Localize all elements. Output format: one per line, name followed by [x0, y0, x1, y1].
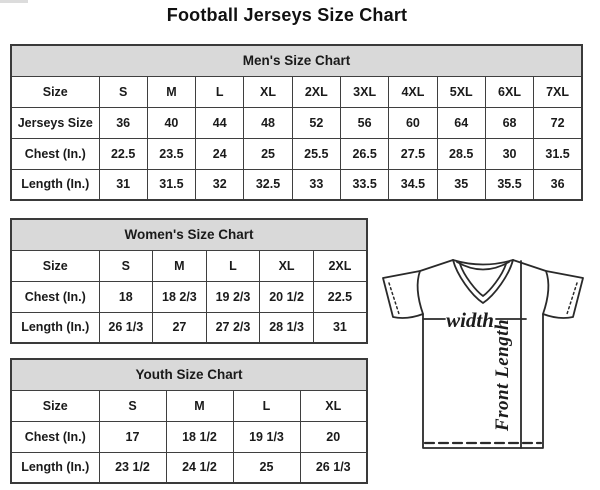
value-cell: 25.5 [292, 138, 340, 169]
value-cell: 60 [389, 107, 437, 138]
value-cell: 33.5 [340, 169, 388, 200]
value-cell: 3XL [340, 76, 388, 107]
value-cell: XL [244, 76, 292, 107]
value-cell: 4XL [389, 76, 437, 107]
value-cell: 30 [485, 138, 533, 169]
value-cell: 25 [233, 452, 300, 483]
value-cell: 31 [99, 169, 147, 200]
value-cell: M [153, 250, 207, 281]
value-cell: 33 [292, 169, 340, 200]
value-cell: 28 1/3 [260, 312, 314, 343]
value-cell: 24 1/2 [166, 452, 233, 483]
value-cell: 20 1/2 [260, 281, 314, 312]
value-cell: 2XL [313, 250, 367, 281]
front-length-label: Front Length [492, 318, 513, 432]
value-cell: 26 1/3 [300, 452, 367, 483]
value-cell: S [99, 250, 153, 281]
value-cell: M [147, 76, 195, 107]
value-cell: 25 [244, 138, 292, 169]
value-cell: 24 [196, 138, 244, 169]
value-cell: 26.5 [340, 138, 388, 169]
row-label-cell: Size [11, 76, 99, 107]
jersey-illustration [375, 250, 589, 452]
value-cell: 20 [300, 421, 367, 452]
value-cell: L [233, 390, 300, 421]
width-label: width [446, 308, 494, 332]
value-cell: 32.5 [244, 169, 292, 200]
value-cell: XL [300, 390, 367, 421]
length-row [11, 312, 367, 343]
value-cell: 5XL [437, 76, 485, 107]
length-row [11, 452, 367, 483]
value-cell: 35 [437, 169, 485, 200]
value-cell: 36 [534, 169, 582, 200]
row-label-cell: Chest (In.) [11, 421, 99, 452]
value-cell: 22.5 [313, 281, 367, 312]
row-label-cell: Chest (In.) [11, 281, 99, 312]
row-label-cell: Jerseys Size [11, 107, 99, 138]
value-cell: 6XL [485, 76, 533, 107]
scan-artifact [0, 0, 28, 3]
value-cell: 7XL [534, 76, 582, 107]
value-cell: 2XL [292, 76, 340, 107]
value-cell: 26 1/3 [99, 312, 153, 343]
value-cell: 19 1/3 [233, 421, 300, 452]
value-cell: L [206, 250, 260, 281]
value-cell: 18 1/2 [166, 421, 233, 452]
table-header-row [11, 219, 367, 250]
jersey-measurement-diagram [375, 250, 589, 452]
value-cell: 36 [99, 107, 147, 138]
mens-size-table [10, 44, 583, 201]
table-header-row [11, 359, 367, 390]
womens-size-table [10, 218, 368, 344]
size-row [11, 250, 367, 281]
right-sleeve-seam [543, 271, 548, 314]
row-label-cell: Size [11, 390, 99, 421]
value-cell: 31.5 [147, 169, 195, 200]
left-sleeve-seam [418, 271, 423, 314]
row-label-cell: Size [11, 250, 99, 281]
value-cell: 27 2/3 [206, 312, 260, 343]
chest-row [11, 421, 367, 452]
chest-row [11, 281, 367, 312]
value-cell: 44 [196, 107, 244, 138]
value-cell: 64 [437, 107, 485, 138]
value-cell: 17 [99, 421, 166, 452]
womens-table-title: Women's Size Chart [11, 219, 367, 250]
length-row [11, 169, 582, 200]
chest-row [11, 138, 582, 169]
value-cell: 22.5 [99, 138, 147, 169]
page-title: Football Jerseys Size Chart [166, 5, 408, 25]
value-cell: 23 1/2 [99, 452, 166, 483]
value-cell: 18 2/3 [153, 281, 207, 312]
value-cell: 48 [244, 107, 292, 138]
youth-size-table [10, 358, 368, 484]
value-cell: 56 [340, 107, 388, 138]
value-cell: 31 [313, 312, 367, 343]
jersey-outline [383, 260, 583, 448]
value-cell: 23.5 [147, 138, 195, 169]
value-cell: 19 2/3 [206, 281, 260, 312]
row-label-cell: Length (In.) [11, 169, 99, 200]
size-row [11, 76, 582, 107]
value-cell: 34.5 [389, 169, 437, 200]
value-cell: 27.5 [389, 138, 437, 169]
value-cell: 68 [485, 107, 533, 138]
jerseys-size-row [11, 107, 582, 138]
value-cell: L [196, 76, 244, 107]
value-cell: 28.5 [437, 138, 485, 169]
value-cell: M [166, 390, 233, 421]
mens-table-title: Men's Size Chart [11, 45, 582, 76]
value-cell: 18 [99, 281, 153, 312]
row-label-cell: Chest (In.) [11, 138, 99, 169]
value-cell: 31.5 [534, 138, 582, 169]
size-row [11, 390, 367, 421]
youth-table-title: Youth Size Chart [11, 359, 367, 390]
value-cell: S [99, 76, 147, 107]
value-cell: 27 [153, 312, 207, 343]
value-cell: 52 [292, 107, 340, 138]
value-cell: 35.5 [485, 169, 533, 200]
table-header-row [11, 45, 582, 76]
value-cell: 32 [196, 169, 244, 200]
value-cell: XL [260, 250, 314, 281]
row-label-cell: Length (In.) [11, 452, 99, 483]
value-cell: S [99, 390, 166, 421]
row-label-cell: Length (In.) [11, 312, 99, 343]
value-cell: 40 [147, 107, 195, 138]
value-cell: 72 [534, 107, 582, 138]
